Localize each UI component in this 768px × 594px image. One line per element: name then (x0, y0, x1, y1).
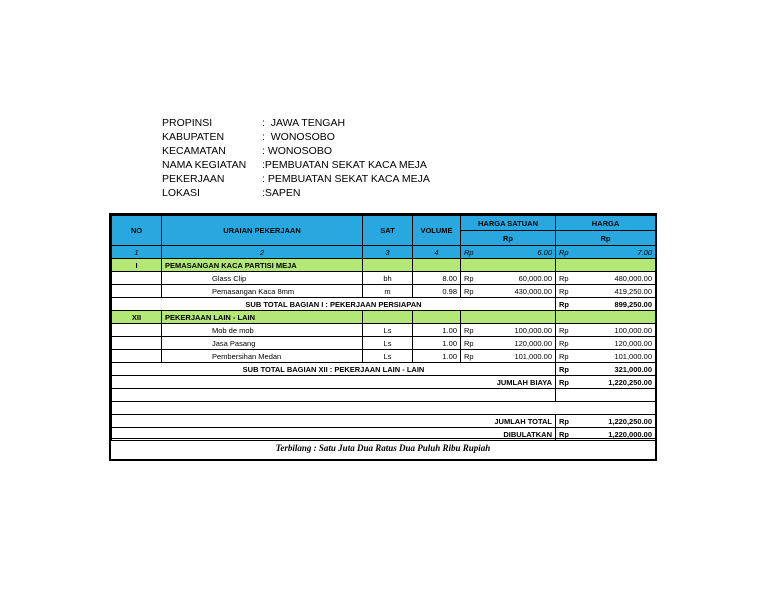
item-total: 480,000.00 (580, 272, 656, 285)
subtotal-rp: Rp (556, 363, 580, 376)
info-value: : WONOSOBO (262, 145, 333, 157)
dibulatkan-rp: Rp (556, 428, 580, 441)
info-value: : PEMBUATAN SEKAT KACA MEJA (262, 173, 430, 185)
header-harga-satuan: HARGA SATUAN (461, 216, 556, 231)
dibulatkan-label: DIBULATKAN (112, 428, 556, 441)
item-sat: Ls (363, 350, 413, 363)
jumlah-total-row (112, 415, 656, 428)
info-label: LOKASI (162, 187, 200, 199)
blank-row (112, 389, 656, 402)
item-rp: Rp (556, 350, 580, 363)
table-header-row-1 (112, 216, 656, 231)
cost-table-sheet (109, 213, 657, 461)
item-total: 100,000.00 (580, 324, 656, 337)
item-sat: m (363, 285, 413, 298)
item-name: Pembersihan Medan (162, 350, 363, 363)
item-total: 419,250.00 (580, 285, 656, 298)
info-row-pekerjaan (162, 172, 430, 186)
item-price: 100,000.00 (485, 324, 556, 337)
jumlah-total-label: JUMLAH TOTAL (112, 415, 556, 428)
item-rp: Rp (461, 324, 485, 337)
col-number: 6.00 (485, 246, 556, 259)
item-rp: Rp (556, 324, 580, 337)
project-info (162, 116, 430, 200)
header-uraian: URAIAN PEKERJAAN (162, 216, 363, 246)
info-value: :PEMBUATAN SEKAT KACA MEJA (262, 159, 427, 171)
dibulatkan-value: 1,220,000.00 (580, 428, 656, 441)
jumlah-biaya-label: JUMLAH BIAYA (112, 376, 556, 389)
col-number: 1 (112, 246, 162, 259)
blank-row (112, 402, 656, 415)
column-number-row (112, 246, 656, 259)
col-number-rp: Rp (461, 246, 485, 259)
item-price: 60,000.00 (485, 272, 556, 285)
info-label: PROPINSI (162, 117, 213, 129)
item-total: 120,000.00 (580, 337, 656, 350)
info-value: :SAPEN (262, 187, 301, 199)
item-volume: 8.00 (413, 272, 461, 285)
header-harga-unit: Rp (556, 231, 656, 246)
info-value: : WONOSOBO (262, 131, 335, 143)
section-title: PEMASANGAN KACA PARTISI MEJA (162, 259, 363, 272)
section-title: PEKERJAAN LAIN - LAIN (162, 311, 363, 324)
cost-table (111, 215, 656, 441)
header-volume: VOLUME (413, 216, 461, 246)
header-harga-satuan-unit: Rp (461, 231, 556, 246)
item-rp: Rp (461, 337, 485, 350)
item-rp: Rp (461, 285, 485, 298)
terbilang-text: Terbilang : Satu Juta Dua Ratus Dua Puluh Ribu Rupiah (111, 438, 655, 459)
subtotal-value: 899,250.00 (580, 298, 656, 311)
item-name: Jasa Pasang (162, 337, 363, 350)
section-no: XII (112, 311, 162, 324)
col-number-rp: Rp (556, 246, 580, 259)
info-row-nama-kegiatan (162, 158, 430, 172)
item-name: Mob de mob (162, 324, 363, 337)
section-row (112, 311, 656, 324)
item-volume: 0.98 (413, 285, 461, 298)
item-rp: Rp (556, 272, 580, 285)
item-sat: bh (363, 272, 413, 285)
item-name: Glass Clip (162, 272, 363, 285)
jumlah-biaya-rp: Rp (556, 376, 580, 389)
item-rp: Rp (556, 337, 580, 350)
item-volume: 1.00 (413, 350, 461, 363)
item-price: 101,000.00 (485, 350, 556, 363)
subtotal-rp: Rp (556, 298, 580, 311)
jumlah-biaya-value: 1,220,250.00 (580, 376, 656, 389)
item-rp: Rp (461, 272, 485, 285)
info-row-kabupaten (162, 130, 430, 144)
section-row (112, 259, 656, 272)
table-row (112, 337, 656, 350)
table-row (112, 324, 656, 337)
table-row (112, 285, 656, 298)
jumlah-total-value: 1,220,250.00 (580, 415, 656, 428)
item-price: 120,000.00 (485, 337, 556, 350)
info-row-lokasi (162, 186, 430, 200)
item-volume: 1.00 (413, 337, 461, 350)
item-sat: Ls (363, 324, 413, 337)
col-number: 3 (363, 246, 413, 259)
col-number: 7.00 (580, 246, 656, 259)
table-row (112, 350, 656, 363)
col-number: 2 (162, 246, 363, 259)
info-row-kecamatan (162, 144, 430, 158)
item-price: 430,000.00 (485, 285, 556, 298)
subtotal-label: SUB TOTAL BAGIAN XII : PEKERJAAN LAIN - LAIN (112, 363, 556, 376)
subtotal-label: SUB TOTAL BAGIAN I : PEKERJAAN PERSIAPAN (112, 298, 556, 311)
subtotal-row (112, 363, 656, 376)
subtotal-row (112, 298, 656, 311)
item-rp: Rp (461, 350, 485, 363)
table-row (112, 272, 656, 285)
info-label: NAMA KEGIATAN (162, 159, 247, 171)
item-total: 101,000.00 (580, 350, 656, 363)
item-rp: Rp (556, 285, 580, 298)
info-label: PEKERJAAN (162, 173, 225, 185)
header-no: NO (112, 216, 162, 246)
info-value: : JAWA TENGAH (262, 117, 346, 129)
section-no: I (112, 259, 162, 272)
header-sat: SAT (363, 216, 413, 246)
item-volume: 1.00 (413, 324, 461, 337)
header-harga: HARGA (556, 216, 656, 231)
info-label: KABUPATEN (162, 131, 225, 143)
item-sat: Ls (363, 337, 413, 350)
jumlah-total-rp: Rp (556, 415, 580, 428)
info-row-propinsi (162, 116, 430, 130)
subtotal-value: 321,000.00 (580, 363, 656, 376)
info-label: KECAMATAN (162, 145, 226, 157)
jumlah-biaya-row (112, 376, 656, 389)
item-name: Pemasangan Kaca 8mm (162, 285, 363, 298)
col-number: 4 (413, 246, 461, 259)
